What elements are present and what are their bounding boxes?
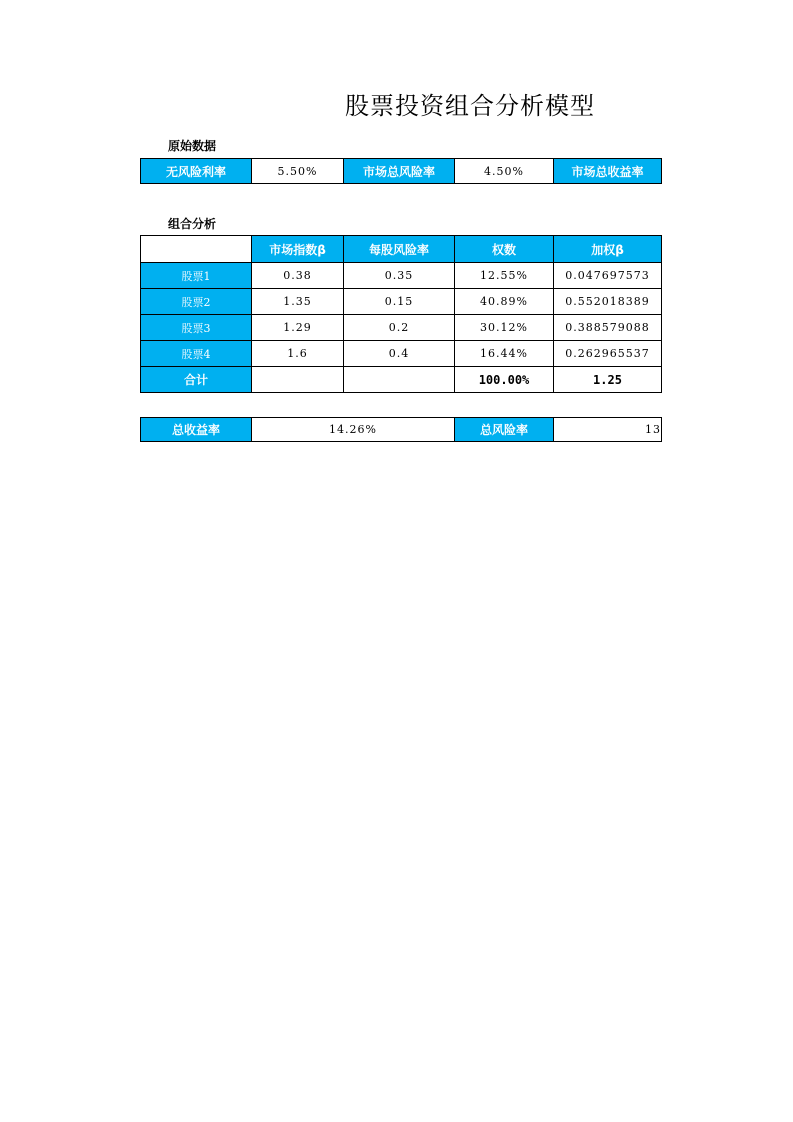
weight-cell[interactable]: 30.12% (455, 315, 554, 341)
empty-cell[interactable] (252, 367, 344, 393)
col-header-risk: 每股风险率 (344, 236, 455, 263)
market-risk-label: 市场总风险率 (344, 159, 455, 184)
total-return-label: 总收益率 (141, 418, 252, 442)
page-title: 股票投资组合分析模型 (345, 92, 595, 120)
col-header-beta: 市场指数β (252, 236, 344, 263)
total-risk-value[interactable]: 13 (554, 418, 662, 442)
beta-cell[interactable]: 1.29 (252, 315, 344, 341)
empty-cell[interactable] (344, 367, 455, 393)
risk-cell[interactable]: 0.35 (344, 263, 455, 289)
portfolio-label: 组合分析 (168, 217, 217, 231)
beta-cell[interactable]: 1.6 (252, 341, 344, 367)
table-row (141, 341, 662, 367)
weighted-beta-cell[interactable]: 0.262965537 (554, 341, 662, 367)
raw-data-table (140, 158, 662, 184)
risk-cell[interactable]: 0.2 (344, 315, 455, 341)
raw-data-label: 原始数据 (168, 139, 217, 153)
risk-cell[interactable]: 0.15 (344, 289, 455, 315)
table-header-row (141, 236, 662, 263)
weighted-beta-cell[interactable]: 0.388579088 (554, 315, 662, 341)
table-row (141, 263, 662, 289)
weight-cell[interactable]: 16.44% (455, 341, 554, 367)
row-label: 股票2 (141, 289, 252, 315)
table-row (141, 289, 662, 315)
weighted-beta-cell[interactable]: 0.047697573 (554, 263, 662, 289)
row-label: 股票1 (141, 263, 252, 289)
total-label: 合计 (141, 367, 252, 393)
market-risk-value[interactable]: 4.50% (455, 159, 554, 184)
summary-table (140, 417, 662, 442)
row-label: 股票4 (141, 341, 252, 367)
table-row (141, 315, 662, 341)
total-risk-label: 总风险率 (455, 418, 554, 442)
total-weight-cell[interactable]: 100.00% (455, 367, 554, 393)
risk-free-label: 无风险利率 (141, 159, 252, 184)
risk-cell[interactable]: 0.4 (344, 341, 455, 367)
beta-cell[interactable]: 0.38 (252, 263, 344, 289)
weight-cell[interactable]: 12.55% (455, 263, 554, 289)
risk-free-value[interactable]: 5.50% (252, 159, 344, 184)
col-header-weight: 权数 (455, 236, 554, 263)
row-label: 股票3 (141, 315, 252, 341)
total-return-value[interactable]: 14.26% (252, 418, 455, 442)
weighted-beta-cell[interactable]: 0.552018389 (554, 289, 662, 315)
col-header-weighted-beta: 加权β (554, 236, 662, 263)
portfolio-table (140, 235, 662, 393)
market-return-label: 市场总收益率 (554, 159, 662, 184)
total-weighted-beta-cell[interactable]: 1.25 (554, 367, 662, 393)
total-row (141, 367, 662, 393)
beta-cell[interactable]: 1.35 (252, 289, 344, 315)
weight-cell[interactable]: 40.89% (455, 289, 554, 315)
corner-cell (141, 236, 252, 263)
